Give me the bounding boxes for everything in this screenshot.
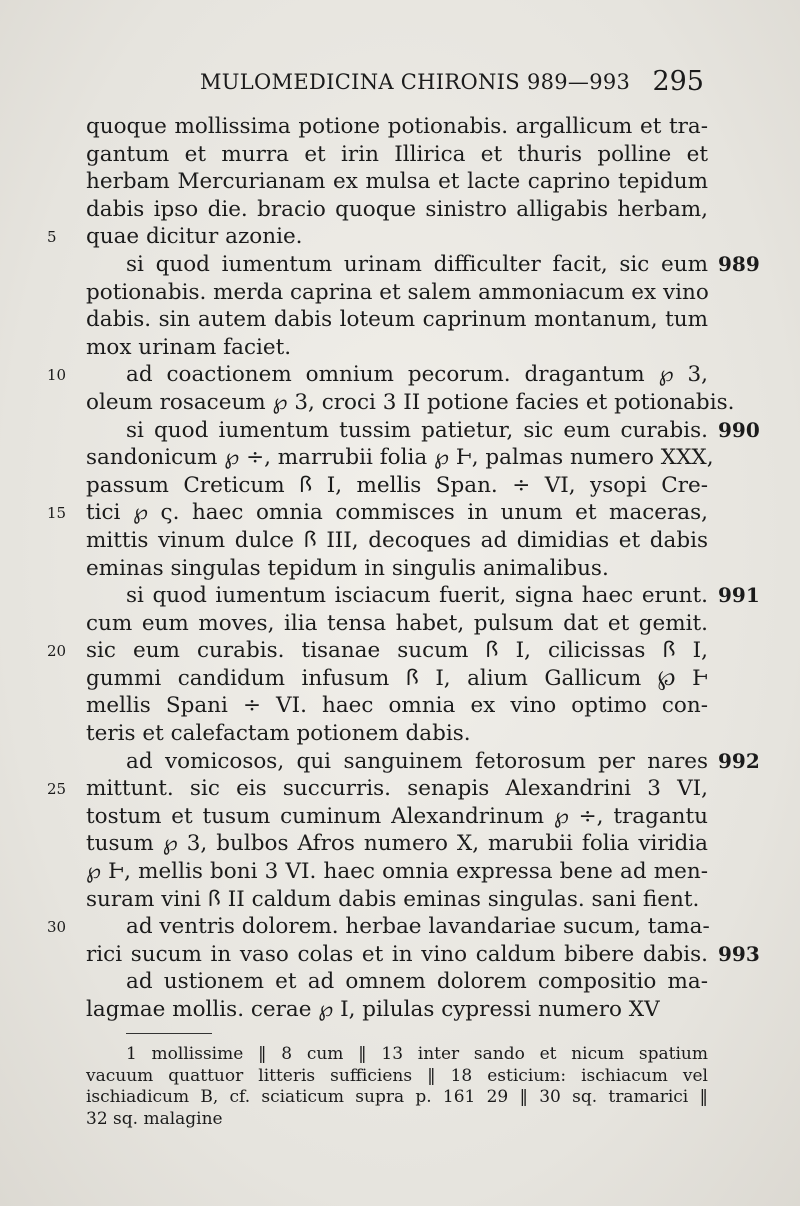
line-text: dabis. sin autem dabis loteum caprinum montanum, tum (86, 307, 708, 333)
text-line (86, 996, 708, 1024)
text-line (86, 168, 708, 196)
text-line (86, 444, 714, 472)
line-text: si quod iumentum tussim patietur, sic eum curabis. (126, 417, 708, 443)
line-text: mittis vinum dulce ꟗ III, decoques ad dimidias et dabis (86, 527, 708, 553)
line-text: dabis ipso die. bracio quoque sinistro alligabis herbam, (86, 196, 708, 222)
line-text: quoque mollissima potione potionabis. argallicum et tra- (86, 114, 708, 139)
line-text: sic eum curabis. tisanae sucum ꟗ I, cilicissas ꟗ I, (86, 638, 708, 664)
main-text (47, 113, 760, 1024)
line-text: cum eum moves, ilia tensa habet, pulsum dat et gemit. (86, 610, 708, 636)
text-line (47, 913, 710, 941)
line-text: teris et calefactam potionem dabis. (86, 721, 471, 747)
line-text: ad coactionem omnium pecorum. dragantum ℘ 3, (126, 362, 708, 388)
text-line (86, 582, 760, 610)
line-text: herbam Mercurianam ex mulsa et lacte caprino tepidum (86, 169, 708, 195)
text-line (47, 499, 708, 527)
line-text: mox urinam faciet. (86, 334, 292, 360)
running-title: MULOMEDICINA CHIRONIS 989—993 (200, 70, 631, 94)
text-line (86, 555, 708, 583)
line-text: mittunt. sic eis succurris. senapis Alexandrini 3 VI, (86, 776, 708, 802)
line-text: passum Creticum ꟗ I, mellis Span. ÷ VI, ysopi Cre- (86, 472, 708, 498)
footnote-rule (126, 1033, 212, 1034)
line-text: tusum ℘ 3, bulbos Afros numero X, marubii folia viridia (86, 831, 708, 857)
text-line (86, 748, 760, 776)
text-line (86, 334, 708, 362)
line-text: gummi candidum infusum ꟗ I, alium Gallicum ℘ Ⱶ (86, 665, 708, 691)
text-line (47, 775, 708, 803)
text-line (86, 665, 708, 693)
line-text: lagmae mollis. cerae ℘ I, pilulas cypressi numero XV (86, 997, 660, 1022)
text-line (86, 196, 708, 224)
page-number: 295 (652, 66, 704, 97)
text-line (86, 803, 708, 831)
text-line (86, 472, 708, 500)
text-line (86, 141, 708, 169)
text-line (86, 279, 708, 307)
line-text: eminas singulas tepidum in singulis animalibus. (86, 555, 609, 581)
line-number: 20 (47, 642, 67, 661)
text-line (86, 720, 708, 748)
section-number: 992 (718, 748, 760, 773)
line-text: mellis Spani ÷ VI. haec omnia ex vino optimo con- (86, 693, 708, 719)
section-number: 991 (718, 583, 760, 608)
section-number: 990 (718, 417, 760, 442)
text-line (86, 306, 708, 334)
text-line (86, 389, 735, 417)
footnotes (86, 1044, 708, 1130)
page-header (200, 62, 704, 98)
text-line (86, 113, 708, 141)
line-text: oleum rosaceum ℘ 3, croci 3 II potione facies et potionabis. (86, 389, 735, 415)
line-number: 5 (47, 228, 57, 247)
text-line (86, 886, 708, 914)
line-number: 15 (47, 504, 67, 523)
line-text: tici ℘ ς. haec omnia commisces in unum et maceras, (86, 500, 708, 526)
text-line (86, 968, 708, 996)
line-text: ad vomicosos, qui sanguinem fetorosum per nares (126, 748, 708, 774)
text-line (86, 941, 760, 969)
footnote-line: vacuum quattuor litteris sufficiens ‖ 18 esticium: ischiacum vel (86, 1065, 708, 1086)
line-text: rici sucum in vaso colas et in vino caldum bibere dabis. (86, 941, 708, 967)
text-line (47, 637, 708, 665)
text-line (86, 610, 708, 638)
line-text: suram vini ꟗ II caldum dabis eminas singulas. sani fient. (86, 886, 700, 912)
footnote-line: ischiadicum B, cf. sciaticum supra p. 161 29 ‖ 30 sq. tramarici ‖ (86, 1087, 708, 1107)
line-number: 10 (47, 366, 67, 385)
footnote-line: 1 mollissime ‖ 8 cum ‖ 13 inter sando et nicum spatium (126, 1044, 708, 1064)
text-line (86, 858, 708, 886)
text-line (86, 692, 708, 720)
text-line (86, 527, 708, 555)
line-text: ad ventris dolorem. herbae lavandariae sucum, tama- (126, 914, 710, 940)
line-text: ad ustionem et ad omnem dolorem compositio ma- (126, 969, 708, 995)
text-line (47, 223, 708, 251)
line-text: potionabis. merda caprina et salem ammoniacum ex vino (86, 279, 709, 305)
section-number: 989 (718, 251, 760, 276)
line-text: si quod iumentum urinam difficulter facit, sic eum (126, 251, 708, 277)
text-line (86, 251, 760, 279)
line-text: si quod iumentum isciacum fuerit, signa haec erunt. (126, 583, 708, 609)
line-text: gantum et murra et irin Illirica et thuris polline et (86, 141, 708, 167)
text-line (86, 830, 708, 858)
footnote-line: 32 sq. malagine (86, 1108, 223, 1129)
line-number: 25 (47, 780, 67, 799)
line-text: tostum et tusum cuminum Alexandrinum ℘ ÷, tragantu (86, 803, 708, 829)
line-text: quae dicitur azonie. (86, 224, 303, 250)
line-text: sandonicum ℘ ÷, marrubii folia ℘ Ⱶ, palmas numero XXX, (86, 445, 714, 471)
line-text: ℘ Ⱶ, mellis boni 3 VI. haec omnia expressa bene ad men- (86, 859, 708, 885)
text-line (47, 361, 708, 389)
section-number: 993 (718, 941, 760, 966)
text-line (86, 417, 760, 445)
line-number: 30 (47, 918, 67, 937)
